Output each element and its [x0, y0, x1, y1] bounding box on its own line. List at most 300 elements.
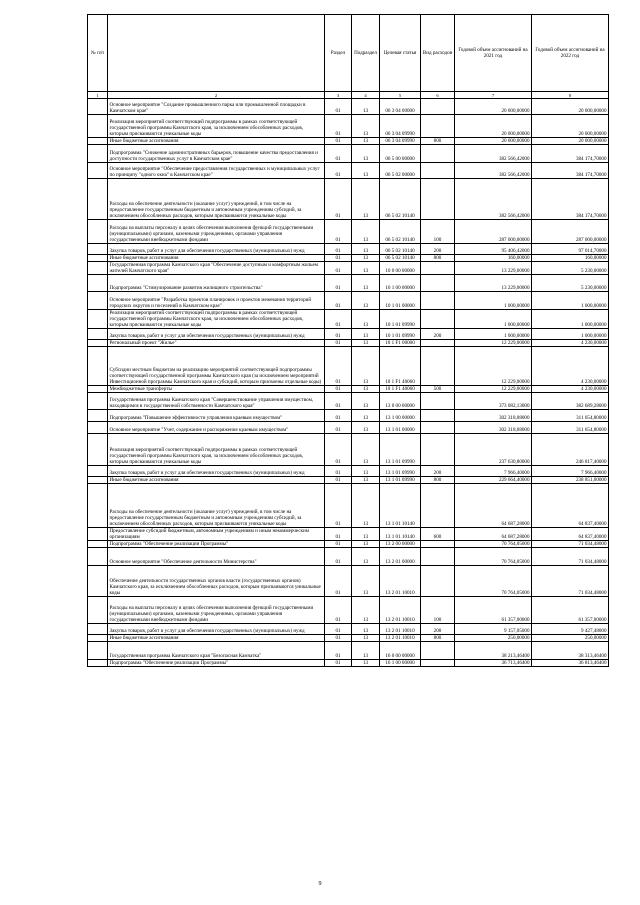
cell-num [88, 548, 108, 566]
cell-num [88, 434, 108, 466]
cell-expense-type: 200 [421, 466, 455, 477]
cell-target-article: 13 2 01 10010 [380, 566, 421, 597]
cell-amount-2021: 70 764,05000 [455, 566, 532, 597]
table-row [88, 255, 609, 262]
cell-amount-2022: 20 000,00000 [532, 138, 609, 145]
cell-amount-2021: 229 664,40000 [455, 477, 532, 484]
cell-num [88, 220, 108, 244]
cell-amount-2022: 384 174,70000 [532, 179, 609, 220]
cell-name: Субсидии местным бюджетам на реализацию мероприятий соответствующей подпрограммы соответствующей государственной программы Камчатского края (за исключением мероприятий Инвестиционной программы Камчатского края и субсидий, которым присвоены отдельные коды) [108, 347, 325, 386]
header-expense-type: Вид расходов [421, 15, 455, 92]
cell-target-article: 06 5 00 00000 [380, 145, 421, 163]
cell-expense-type [421, 566, 455, 597]
cell-podrazdel: 13 [352, 138, 380, 145]
cell-name: Основное мероприятие "Создание промышленного парка или промышленной площадки в Камчатском крае" [108, 99, 325, 115]
cell-num [88, 635, 108, 642]
cell-name: Подпрограмма "Стимулирование развития жилищного строительства" [108, 275, 325, 292]
cell-expense-type [421, 393, 455, 410]
cell-target-article: 16 1 00 00000 [380, 660, 421, 667]
cell-amount-2021: 160,00000 [455, 255, 532, 262]
cell-name: Закупка товаров, работ и услуг для обеспечения государственных (муниципальных) нужд [108, 329, 325, 340]
cell-target-article: 10 1 F1 40060 [380, 386, 421, 393]
cell-razdel: 01 [325, 566, 352, 597]
cell-amount-2022: 20 000,00000 [532, 115, 609, 138]
cell-expense-type: 200 [421, 329, 455, 340]
table-row [88, 541, 609, 548]
cell-num [88, 597, 108, 624]
table-row [88, 347, 609, 386]
cell-razdel: 01 [325, 244, 352, 255]
table-row [88, 138, 609, 145]
cell-podrazdel: 13 [352, 393, 380, 410]
cell-name: Подпрограмма "Снижение административных барьеров, повышение качества предоставления и доступности государственных услуг в Камчатском крае" [108, 145, 325, 163]
table-row [88, 597, 609, 624]
cell-target-article: 16 0 00 00000 [380, 642, 421, 660]
cell-num [88, 340, 108, 347]
cell-num [88, 262, 108, 275]
table-row [88, 422, 609, 434]
table-row [88, 275, 609, 292]
cell-name: Расходы на обеспечение деятельности (оказание услуг) учреждений, в том числе на предоставление государственным бюджетным и автономным учреждениям субсидий, за исключением обособленных расходов, которым присваиваются уникальные коды [108, 179, 325, 220]
cell-expense-type [421, 642, 455, 660]
cell-razdel: 01 [325, 635, 352, 642]
cell-amount-2022: 64 837,40000 [532, 528, 609, 541]
cell-amount-2022: 5 230,00000 [532, 275, 609, 292]
cell-podrazdel: 13 [352, 548, 380, 566]
cell-razdel: 01 [325, 528, 352, 541]
cell-target-article: 06 3 04 09990 [380, 115, 421, 138]
header-amount-2021: Годовой объем ассигнований на 2021 год [455, 15, 532, 92]
cell-expense-type: 800 [421, 635, 455, 642]
cell-amount-2021: 302 318,08000 [455, 410, 532, 422]
cell-amount-2022: 384 174,70000 [532, 145, 609, 163]
cell-expense-type [421, 541, 455, 548]
cell-target-article: 10 0 00 00000 [380, 262, 421, 275]
cell-name: Межбюджетные трансферты [108, 386, 325, 393]
cell-amount-2022: 7 966,40000 [532, 466, 609, 477]
cell-razdel: 01 [325, 347, 352, 386]
cell-podrazdel: 13 [352, 244, 380, 255]
cell-num [88, 244, 108, 255]
cell-podrazdel: 13 [352, 422, 380, 434]
cell-razdel: 01 [325, 145, 352, 163]
cell-amount-2022: 160,00000 [532, 255, 609, 262]
cell-razdel: 01 [325, 163, 352, 179]
cell-razdel: 01 [325, 597, 352, 624]
cell-name: Иные бюджетные ассигнования [108, 635, 325, 642]
cell-num [88, 292, 108, 310]
cell-amount-2021: 250,00000 [455, 635, 532, 642]
cell-name: Подпрограмма "Обеспечение реализации Программы" [108, 541, 325, 548]
cell-amount-2021: 1 000,00000 [455, 329, 532, 340]
cell-podrazdel: 13 [352, 329, 380, 340]
table-row [88, 145, 609, 163]
cell-expense-type: 800 [421, 138, 455, 145]
cell-expense-type [421, 275, 455, 292]
cell-expense-type [421, 292, 455, 310]
cell-amount-2021: 61 357,00000 [455, 597, 532, 624]
cell-podrazdel: 13 [352, 145, 380, 163]
cell-target-article: 13 1 01 09990 [380, 477, 421, 484]
column-number: 7 [455, 92, 532, 99]
cell-target-article: 06 5 02 00000 [380, 163, 421, 179]
table-row [88, 220, 609, 244]
cell-amount-2022: 71 034,48000 [532, 541, 609, 548]
table-row [88, 262, 609, 275]
header-row [88, 15, 609, 92]
cell-razdel: 01 [325, 642, 352, 660]
cell-amount-2021: 20 000,00000 [455, 138, 532, 145]
cell-podrazdel: 13 [352, 528, 380, 541]
cell-razdel: 01 [325, 99, 352, 115]
cell-num [88, 138, 108, 145]
cell-num [88, 642, 108, 660]
cell-amount-2021: 12 229,00000 [455, 386, 532, 393]
cell-amount-2021: 64 687,28000 [455, 528, 532, 541]
table-row [88, 292, 609, 310]
cell-amount-2021: 12 229,00000 [455, 347, 532, 386]
cell-razdel: 01 [325, 262, 352, 275]
cell-amount-2022: 61 357,00000 [532, 597, 609, 624]
page-number: 9 [318, 881, 322, 887]
cell-expense-type [421, 340, 455, 347]
cell-amount-2021: 20 000,00000 [455, 115, 532, 138]
table-row [88, 434, 609, 466]
cell-podrazdel: 13 [352, 275, 380, 292]
cell-expense-type [421, 262, 455, 275]
cell-amount-2021: 20 000,00000 [455, 99, 532, 115]
cell-razdel: 01 [325, 624, 352, 635]
cell-name: Закупка товаров, работ и услуг для обеспечения государственных (муниципальных) нужд [108, 244, 325, 255]
cell-amount-2021: 7 966,40000 [455, 466, 532, 477]
cell-amount-2022: 1 000,00000 [532, 329, 609, 340]
cell-razdel: 01 [325, 310, 352, 329]
cell-expense-type: 100 [421, 597, 455, 624]
cell-target-article: 06 5 02 10140 [380, 179, 421, 220]
cell-expense-type: 100 [421, 220, 455, 244]
cell-amount-2021: 64 687,28000 [455, 484, 532, 528]
cell-num [88, 99, 108, 115]
cell-podrazdel: 13 [352, 255, 380, 262]
cell-podrazdel: 13 [352, 220, 380, 244]
table-row [88, 329, 609, 340]
cell-name: Подпрограмма "Обеспечение реализации Программы" [108, 660, 325, 667]
table-row [88, 528, 609, 541]
cell-amount-2021: 237 630,80000 [455, 434, 532, 466]
cell-expense-type [421, 434, 455, 466]
cell-razdel: 01 [325, 255, 352, 262]
cell-amount-2022: 97 014,70000 [532, 244, 609, 255]
cell-expense-type: 800 [421, 477, 455, 484]
cell-podrazdel: 13 [352, 597, 380, 624]
cell-amount-2022: 71 034,48000 [532, 548, 609, 566]
cell-podrazdel: 13 [352, 163, 380, 179]
cell-name: Предоставление субсидий бюджетным, автономным учреждениям и иным некоммерческим организациям [108, 528, 325, 541]
table-row [88, 99, 609, 115]
cell-amount-2022: 384 174,70000 [532, 163, 609, 179]
cell-num [88, 347, 108, 386]
cell-name: Закупка товаров, работ и услуг для обеспечения государственных (муниципальных) нужд [108, 466, 325, 477]
table-row [88, 386, 609, 393]
cell-razdel: 01 [325, 340, 352, 347]
cell-target-article: 06 3 04 09990 [380, 138, 421, 145]
cell-expense-type [421, 115, 455, 138]
cell-name: Реализация мероприятий соответствующей подпрограммы в рамках соответствующей государственной программы Камчатского края, за исключением обособленных расходов, которым присваиваются уникальные коды [108, 310, 325, 329]
cell-target-article: 06 3 04 00000 [380, 99, 421, 115]
cell-num [88, 566, 108, 597]
header-target-article: Целевая статья [380, 15, 421, 92]
cell-razdel: 01 [325, 434, 352, 466]
cell-amount-2022: 238 851,00000 [532, 477, 609, 484]
cell-amount-2022: 5 230,00000 [532, 262, 609, 275]
table-row [88, 310, 609, 329]
column-number-row [88, 92, 609, 99]
cell-expense-type [421, 163, 455, 179]
cell-target-article: 13 1 01 10140 [380, 528, 421, 541]
cell-target-article: 10 1 01 09990 [380, 329, 421, 340]
header-name [108, 15, 325, 92]
cell-podrazdel: 13 [352, 660, 380, 667]
cell-podrazdel: 13 [352, 477, 380, 484]
cell-razdel: 01 [325, 660, 352, 667]
cell-amount-2022: 1 000,00000 [532, 310, 609, 329]
cell-podrazdel: 13 [352, 99, 380, 115]
cell-target-article: 10 1 F1 00000 [380, 340, 421, 347]
cell-amount-2021: 38 213,46400 [455, 642, 532, 660]
cell-target-article: 10 1 01 09990 [380, 310, 421, 329]
cell-name: Государственная программа Камчатского края "Безопасная Камчатка" [108, 642, 325, 660]
cell-amount-2021: 287 000,00000 [455, 220, 532, 244]
cell-amount-2022: 36 813,46400 [532, 660, 609, 667]
cell-expense-type [421, 548, 455, 566]
cell-amount-2022: 64 837,40000 [532, 484, 609, 528]
cell-num [88, 660, 108, 667]
cell-target-article: 06 5 02 10140 [380, 244, 421, 255]
cell-num [88, 466, 108, 477]
cell-name: Расходы на обеспечение деятельности (оказание услуг) учреждений, в том числе на предоставление государственным бюджетным и автономным учреждениям субсидий, за исключением обособленных расходов, которым присваиваются уникальные коды [108, 484, 325, 528]
cell-expense-type [421, 660, 455, 667]
cell-expense-type: 800 [421, 255, 455, 262]
cell-name: Основное мероприятие "Разработка проектов планировок и проектов межевания территорий городских округов и поселений в Камчатском крае" [108, 292, 325, 310]
cell-razdel: 01 [325, 410, 352, 422]
cell-podrazdel: 13 [352, 347, 380, 386]
cell-podrazdel: 13 [352, 340, 380, 347]
cell-amount-2022: 250,00000 [532, 635, 609, 642]
cell-amount-2022: 4 230,00000 [532, 386, 609, 393]
cell-expense-type [421, 179, 455, 220]
table-row [88, 566, 609, 597]
cell-amount-2022: 20 000,00000 [532, 99, 609, 115]
cell-razdel: 01 [325, 292, 352, 310]
cell-podrazdel: 13 [352, 635, 380, 642]
cell-target-article: 13 2 01 10010 [380, 597, 421, 624]
cell-amount-2022: 1 000,00000 [532, 292, 609, 310]
cell-expense-type: 500 [421, 386, 455, 393]
cell-num [88, 477, 108, 484]
table-row [88, 244, 609, 255]
cell-amount-2021: 12 229,00000 [455, 340, 532, 347]
cell-podrazdel: 13 [352, 262, 380, 275]
cell-num [88, 410, 108, 422]
cell-amount-2021: 13 229,00000 [455, 275, 532, 292]
cell-name: Обеспечение деятельности государственных органов власти (государственных органов) Камчатского края, за исключением обособленных расходов, которым присваиваются уникальные коды [108, 566, 325, 597]
cell-target-article: 13 1 01 09990 [380, 466, 421, 477]
cell-razdel: 01 [325, 138, 352, 145]
cell-amount-2022: 38 313,46400 [532, 642, 609, 660]
cell-target-article: 13 2 00 00000 [380, 541, 421, 548]
cell-name: Основное мероприятие "Учет, содержание и распоряжение краевым имуществом" [108, 422, 325, 434]
cell-amount-2021: 1 000,00000 [455, 292, 532, 310]
cell-amount-2021: 1 000,00000 [455, 310, 532, 329]
table-row [88, 660, 609, 667]
cell-razdel: 01 [325, 179, 352, 220]
table-row [88, 635, 609, 642]
cell-num [88, 386, 108, 393]
table-row [88, 393, 609, 410]
cell-razdel: 01 [325, 393, 352, 410]
cell-target-article: 13 2 01 10010 [380, 624, 421, 635]
cell-name: Региональный проект "Жилье" [108, 340, 325, 347]
cell-razdel: 01 [325, 275, 352, 292]
cell-amount-2022: 287 000,00000 [532, 220, 609, 244]
cell-amount-2022: 4 230,00000 [532, 347, 609, 386]
cell-amount-2021: 9 157,05000 [455, 624, 532, 635]
cell-expense-type: 600 [421, 528, 455, 541]
cell-razdel: 01 [325, 115, 352, 138]
cell-amount-2022: 382 689,28000 [532, 393, 609, 410]
cell-target-article: 06 5 02 10140 [380, 255, 421, 262]
cell-amount-2021: 373 082,13000 [455, 393, 532, 410]
cell-expense-type: 200 [421, 624, 455, 635]
cell-num [88, 528, 108, 541]
cell-razdel: 01 [325, 541, 352, 548]
cell-num [88, 422, 108, 434]
table-row [88, 477, 609, 484]
cell-expense-type [421, 422, 455, 434]
column-number: 3 [325, 92, 352, 99]
cell-target-article: 13 1 01 00000 [380, 422, 421, 434]
cell-podrazdel: 13 [352, 541, 380, 548]
cell-name: Расходы на выплаты персоналу в целях обеспечения выполнения функций государственными (муниципальными) органами, казенными учреждениями, органами управления государственными внебюджетными фондами [108, 220, 325, 244]
cell-name: Основное мероприятие "Обеспечение деятельности Министерства" [108, 548, 325, 566]
cell-amount-2021: 70 764,05000 [455, 548, 532, 566]
cell-target-article: 10 1 00 00000 [380, 275, 421, 292]
header-razdel: Раздел [325, 15, 352, 92]
column-number: 5 [380, 92, 421, 99]
cell-razdel: 01 [325, 329, 352, 340]
column-number: 2 [108, 92, 325, 99]
cell-target-article: 06 5 02 10140 [380, 220, 421, 244]
cell-podrazdel: 13 [352, 484, 380, 528]
cell-podrazdel: 13 [352, 115, 380, 138]
cell-num [88, 163, 108, 179]
cell-expense-type [421, 99, 455, 115]
cell-name: Государственная программа Камчатского края "Совершенствование управления имуществом, находящимся в государственной собственности Камчатского края" [108, 393, 325, 410]
cell-amount-2021: 70 764,05000 [455, 541, 532, 548]
cell-amount-2021: 95 406,42000 [455, 244, 532, 255]
cell-num [88, 624, 108, 635]
cell-num [88, 255, 108, 262]
cell-amount-2021: 302 318,08000 [455, 422, 532, 434]
cell-podrazdel: 13 [352, 466, 380, 477]
table-row [88, 410, 609, 422]
cell-razdel: 01 [325, 477, 352, 484]
cell-amount-2021: 382 566,42000 [455, 145, 532, 163]
column-number: 4 [352, 92, 380, 99]
table-row [88, 642, 609, 660]
cell-razdel: 01 [325, 548, 352, 566]
cell-name: Реализация мероприятий соответствующей подпрограммы в рамках соответствующей государственной программы Камчатского края, за исключением обособленных расходов, которым присваиваются уникальные коды [108, 115, 325, 138]
cell-name: Закупка товаров, работ и услуг для обеспечения государственных (муниципальных) нужд [108, 624, 325, 635]
cell-podrazdel: 13 [352, 624, 380, 635]
cell-num [88, 115, 108, 138]
column-number: 1 [88, 92, 108, 99]
cell-razdel: 01 [325, 484, 352, 528]
cell-podrazdel: 13 [352, 292, 380, 310]
cell-amount-2021: 36 713,46400 [455, 660, 532, 667]
cell-name: Подпрограмма "Повышение эффективности управления краевым имуществом" [108, 410, 325, 422]
cell-razdel: 01 [325, 386, 352, 393]
cell-podrazdel: 13 [352, 386, 380, 393]
cell-target-article: 13 0 00 00000 [380, 393, 421, 410]
cell-num [88, 310, 108, 329]
cell-amount-2022: 311 654,80000 [532, 410, 609, 422]
cell-target-article: 13 2 01 00000 [380, 548, 421, 566]
cell-amount-2021: 13 229,00000 [455, 262, 532, 275]
table-row [88, 484, 609, 528]
cell-podrazdel: 13 [352, 179, 380, 220]
cell-razdel: 01 [325, 422, 352, 434]
cell-num [88, 145, 108, 163]
cell-expense-type [421, 484, 455, 528]
cell-target-article: 13 2 01 10010 [380, 635, 421, 642]
cell-target-article: 13 1 01 09990 [380, 434, 421, 466]
column-number: 8 [532, 92, 609, 99]
header-podrazdel: Подраздел [352, 15, 380, 92]
cell-name: Иные бюджетные ассигнования [108, 255, 325, 262]
table-row [88, 163, 609, 179]
cell-num [88, 329, 108, 340]
header-num: № п/п [88, 15, 108, 92]
cell-amount-2021: 382 566,42000 [455, 163, 532, 179]
cell-name: Расходы на выплаты персоналу в целях обеспечения выполнения функций государственными (муниципальными) органами, казенными учреждениями, органами управления государственными внебюджетными фондами [108, 597, 325, 624]
table-body [88, 99, 609, 667]
cell-name: Иные бюджетные ассигнования [108, 138, 325, 145]
cell-name: Реализация мероприятий соответствующей подпрограммы в рамках соответствующей государственной программы Камчатского края, за исключением обособленных расходов, которым присваиваются уникальные коды [108, 434, 325, 466]
table-row [88, 179, 609, 220]
cell-name: Иные бюджетные ассигнования [108, 477, 325, 484]
cell-podrazdel: 13 [352, 310, 380, 329]
cell-target-article: 13 1 00 00000 [380, 410, 421, 422]
cell-target-article: 10 1 01 00000 [380, 292, 421, 310]
cell-num [88, 484, 108, 528]
cell-expense-type [421, 310, 455, 329]
cell-podrazdel: 13 [352, 566, 380, 597]
table-row [88, 548, 609, 566]
cell-expense-type [421, 145, 455, 163]
cell-amount-2021: 382 566,42000 [455, 179, 532, 220]
cell-razdel: 01 [325, 466, 352, 477]
table-row [88, 115, 609, 138]
cell-podrazdel: 13 [352, 434, 380, 466]
cell-podrazdel: 13 [352, 410, 380, 422]
cell-amount-2022: 9 427,48000 [532, 624, 609, 635]
cell-target-article: 10 1 F1 40060 [380, 347, 421, 386]
cell-expense-type [421, 410, 455, 422]
cell-expense-type: 200 [421, 244, 455, 255]
cell-expense-type [421, 347, 455, 386]
cell-razdel: 01 [325, 220, 352, 244]
